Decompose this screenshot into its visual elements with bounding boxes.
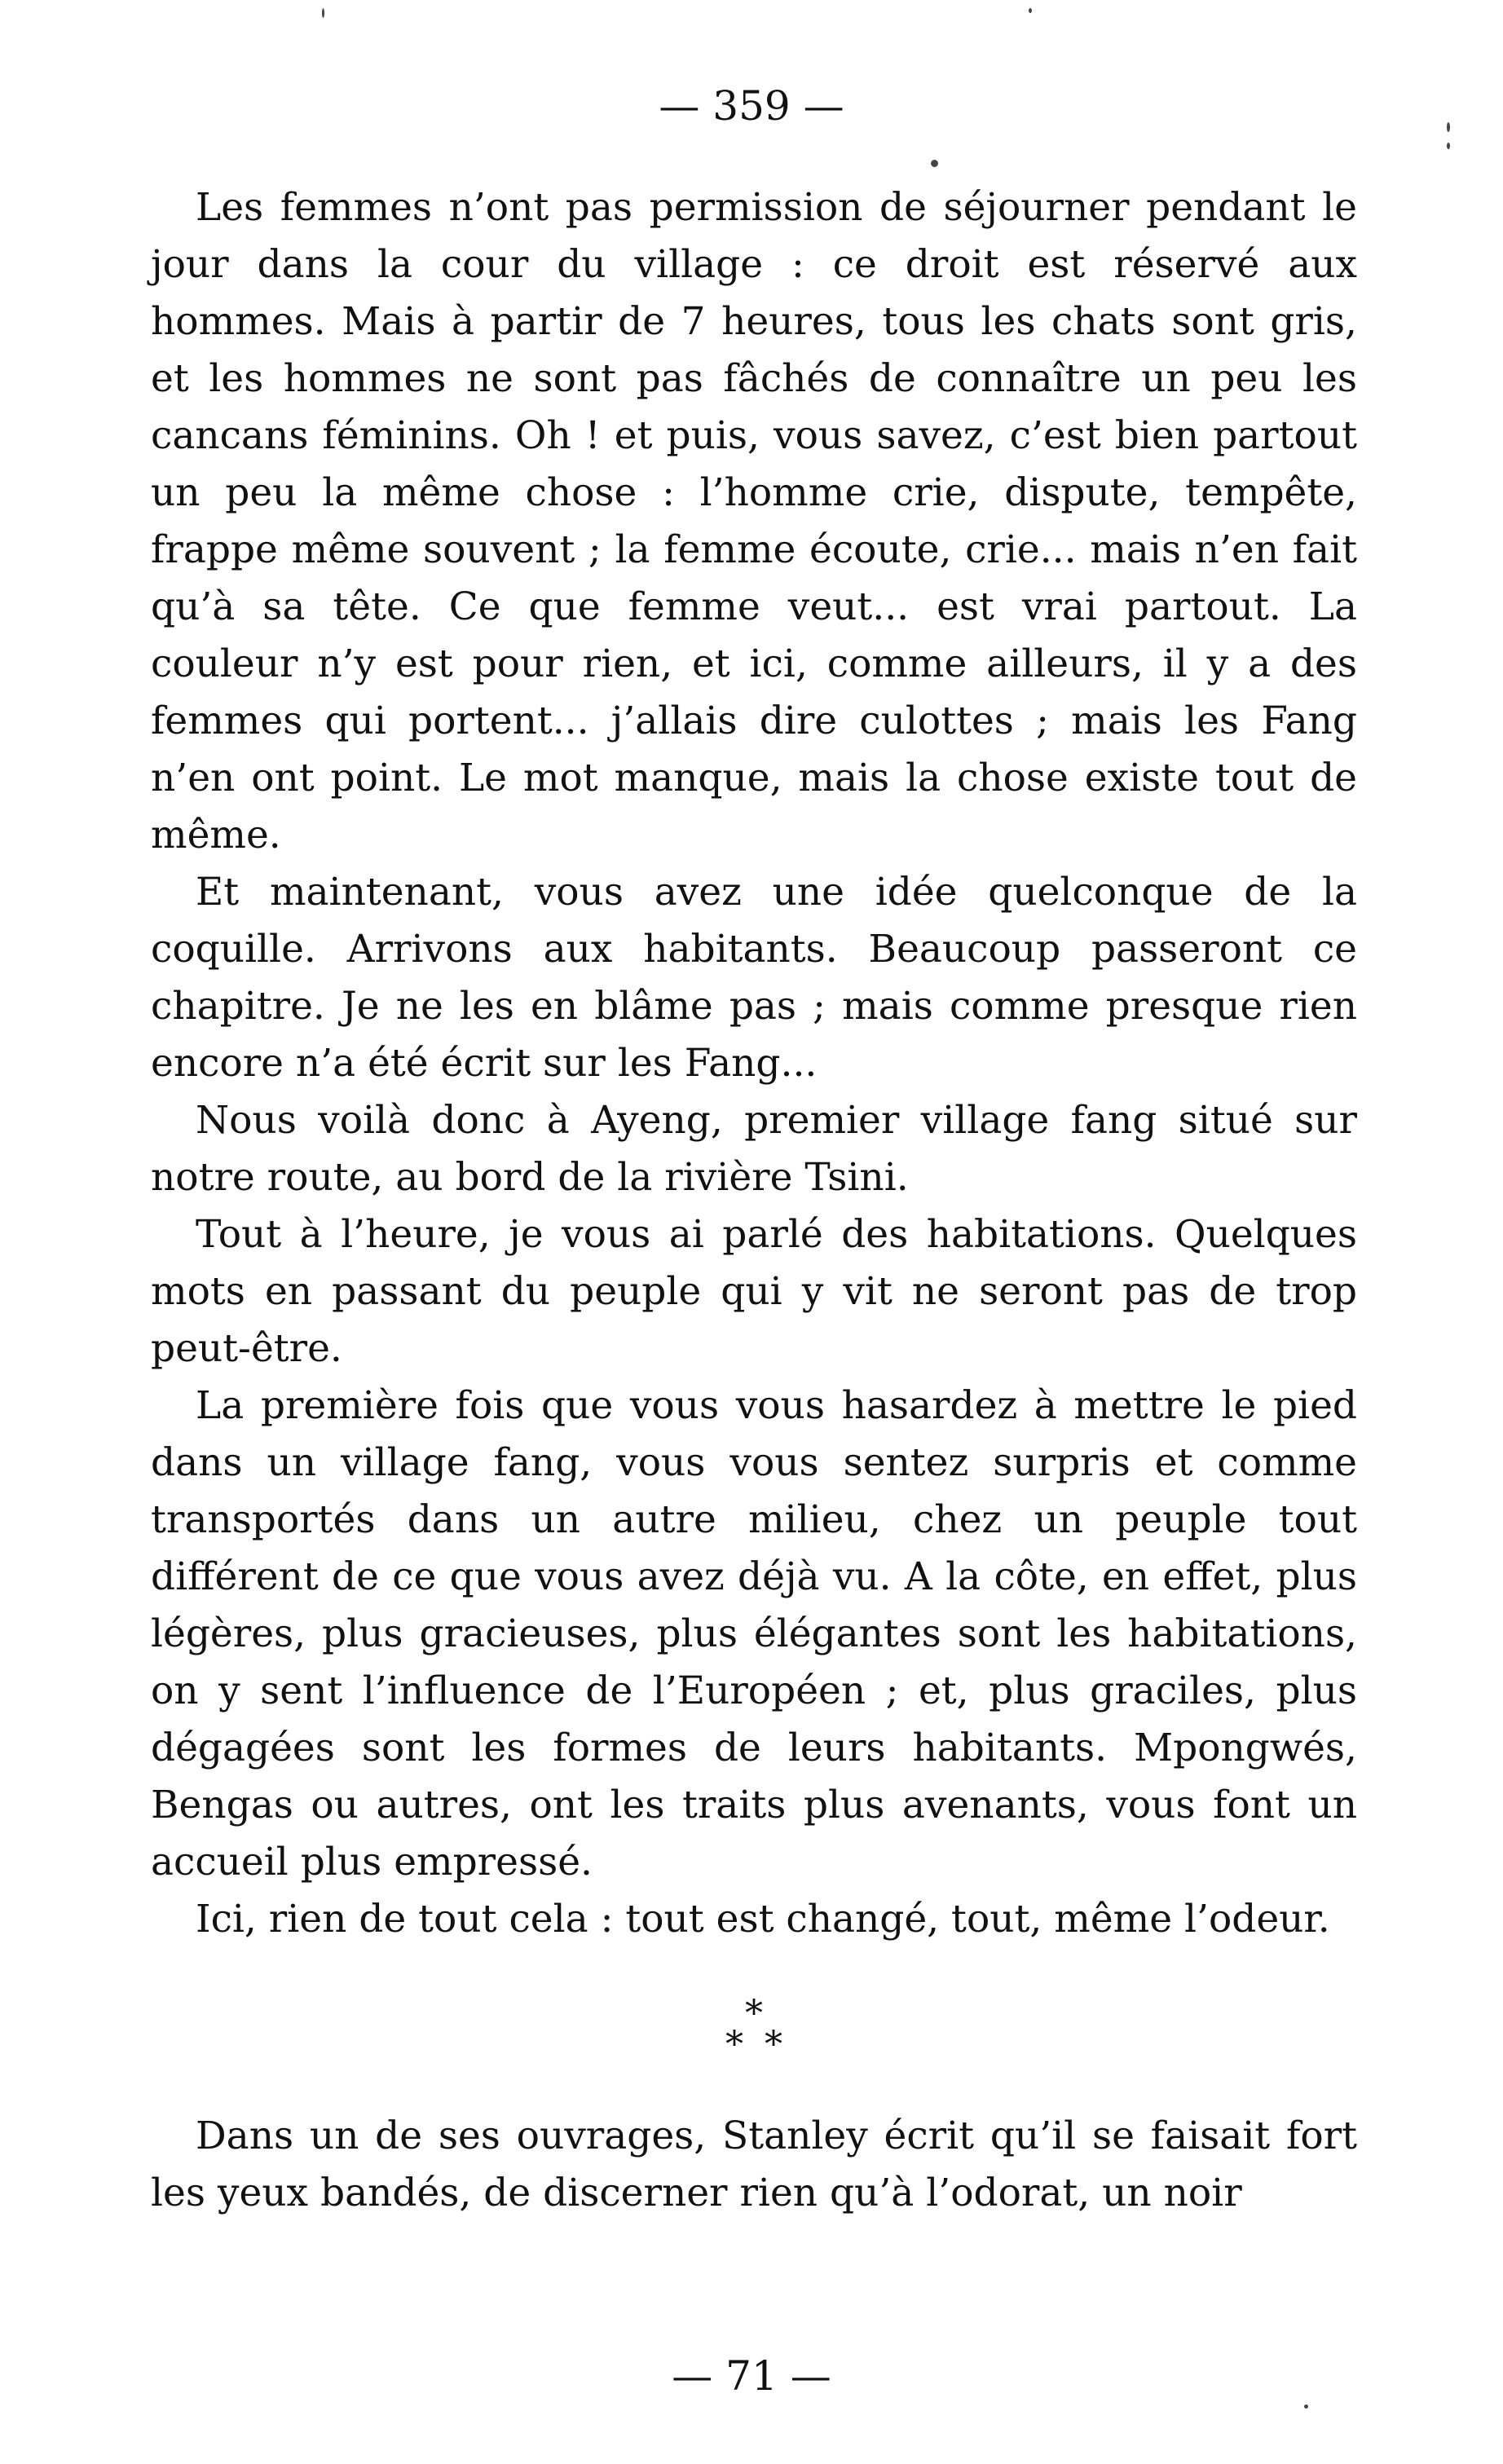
paragraph-1: Les femmes n’ont pas permission de séjourner pendant le jour dans la cour du village : ce droit est réservé aux hommes. Mais à partir de 7 heures, tous les chats sont gris, et les hommes ne sont pas fâchés de connaître un peu les cancans féminins. Oh ! et puis, vous savez, c’est bien partout un peu la même chose : l’homme crie, dispute, tempête, frappe même souvent ; la femme écoute, crie... mais n’en fait qu’à sa tête. Ce que femme veut... est vrai partout. La couleur n’y est pour rien, et ici, comme ailleurs, il y a des femmes qui portent... j’allais dire culottes ; mais les Fang n’en ont point. Le mot manque, mais la chose existe tout de même. [151, 185, 1357, 857]
scan-speck [322, 8, 324, 18]
scan-speck [1029, 8, 1032, 13]
paragraph-6: Ici, rien de tout cela : tout est changé, tout, même l’odeur. [196, 1897, 1330, 1942]
scan-speck [1447, 143, 1450, 149]
page-number-top: — 359 — [659, 82, 844, 130]
paragraph-2: Et maintenant, vous avez une idée quelconque de la coquille. Arrivons aux habitants. Beaucoup passeront ce chapitre. Je ne les en blâme pas ; mais comme presque rien encore n’a été écrit sur les Fang... [151, 870, 1357, 1086]
asterism-bottom: ** [725, 2024, 804, 2065]
paragraph-5: La première fois que vous vous hasardez à mettre le pied dans un village fang, vous vous sentez surpris et comme transportés dans un autre milieu, chez un peuple tout différent de ce que vous avez déjà vu. A la côte, en effet, plus légères, plus gracieuses, plus élégantes sont les habitations, on y sent l’influence de l’Européen ; et, plus graciles, plus dégagées sont les formes de leurs habitants. Mpongwés, Bengas ou autres, ont les traits plus avenants, vous font un accueil plus empressé. [151, 1383, 1357, 1884]
section-break-asterism [151, 1993, 1357, 2065]
scan-speck [1304, 2404, 1308, 2409]
paragraph-4: Tout à l’heure, je vous ai parlé des habitations. Quelques mots en passant du peuple qui y vit ne seront pas de trop peut-être. [151, 1212, 1357, 1371]
paragraph-3: Nous voilà donc à Ayeng, premier village fang situé sur notre route, au bord de la rivière Tsini. [151, 1098, 1357, 1200]
body-text [151, 179, 1357, 2222]
paragraph-7: Dans un de ses ouvrages, Stanley écrit qu’il se faisait fort les yeux bandés, de discerner rien qu’à l’odorat, un noir [151, 2114, 1357, 2215]
scan-speck [931, 160, 938, 167]
scan-speck [1447, 122, 1450, 132]
page-number-bottom: — 71 — [672, 2352, 831, 2400]
asterism-top: * [745, 1993, 763, 2034]
